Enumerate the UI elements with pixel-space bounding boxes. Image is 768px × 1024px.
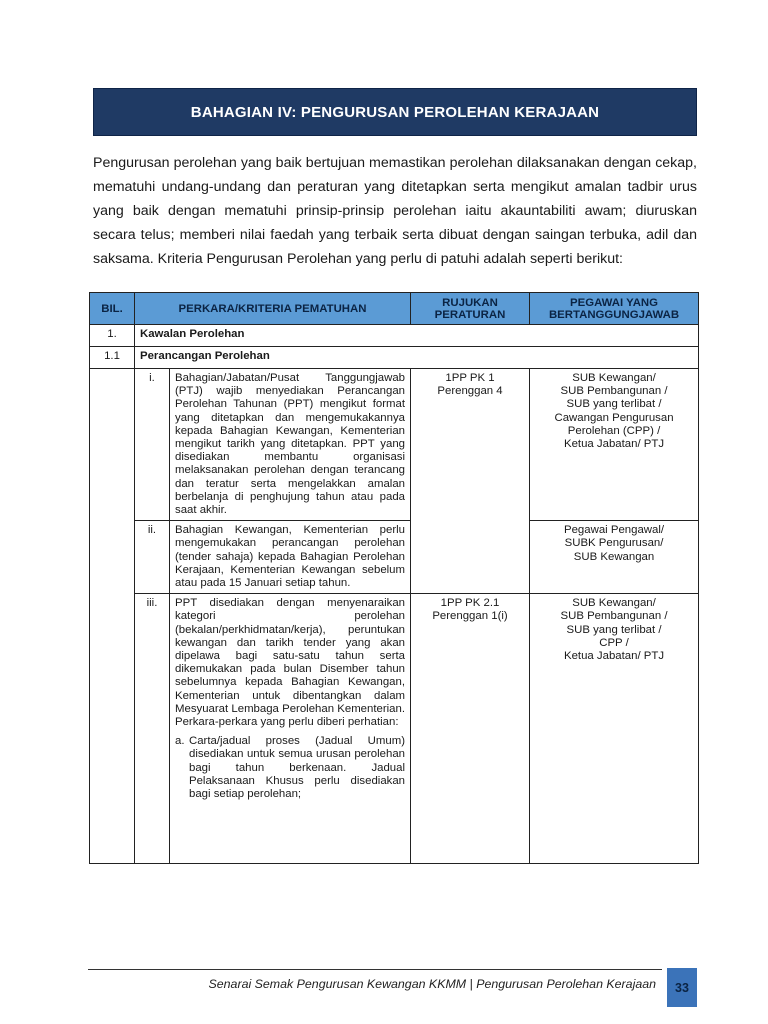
row-index: i. — [135, 369, 170, 521]
row-index: ii. — [135, 521, 170, 594]
reference-line: 1PP PK 2.1 — [440, 597, 500, 610]
reference-line: 1PP PK 1 — [445, 372, 495, 384]
note-text: Carta/jadual proses (Jadual Umum) disediakan untuk semua urusan perolehan bagi tahun berkenaan. Jadual Pelaksanaan Khusus perlu disediakan bagi setiap perolehan; — [189, 735, 406, 801]
table-row — [90, 594, 699, 864]
row-officer — [530, 369, 699, 521]
section-number: 1. — [90, 325, 135, 347]
officer-line: SUB Pembangunan / — [560, 385, 668, 398]
officer-line: SUB Kewangan/ — [572, 372, 656, 384]
officer-line: Pegawai Pengawal/ — [563, 524, 665, 537]
section-title-banner — [93, 88, 697, 136]
row-index: iii. — [135, 594, 170, 864]
row-description: Bahagian Kewangan, Kementerian perlu mengemukakan perancangan perolehan (tender sahaja) kepada Bahagian Perolehan Kerajaan, Kementerian Kewangan sebelum atau pada 15 Januari setiap tahun. — [170, 521, 411, 594]
footer-divider — [88, 969, 662, 970]
reference-line: Perenggan 4 — [437, 385, 503, 398]
table-row — [90, 521, 699, 594]
compliance-table — [89, 292, 699, 864]
row-description: Bahagian/Jabatan/Pusat Tanggungjawab (PTJ) wajib menyediakan Perancangan Perolehan Tahunan (PPT) mengikut format yang ditetapkan dan mengemukakannya kepada Bahagian Kewangan, Kementerian mengikut tarikh yang ditetapkan. PPT yang disediakan membantu organisasi melaksanakan perolehan dengan terancang dan teratur serta mengelakkan amalan berbelanja di penghujung tahun atau pada saat akhir. — [170, 369, 411, 521]
row-description — [170, 594, 411, 864]
table-row — [90, 369, 699, 521]
officer-line: SUB Kewangan — [573, 550, 655, 563]
row-reference — [411, 369, 530, 594]
empty-cell — [90, 369, 135, 864]
subsection-number: 1.1 — [90, 347, 135, 369]
officer-line: SUB yang terlibat / — [566, 623, 662, 636]
page-number: 33 — [667, 968, 697, 1007]
officer-line: Ketua Jabatan/ PTJ — [563, 438, 665, 451]
note-marker: a. — [175, 735, 185, 748]
table-row-section — [90, 325, 699, 347]
header-pegawai: PEGAWAI YANG BERTANGGUNGJAWAB — [530, 293, 699, 325]
officer-line: SUB yang terlibat / — [566, 398, 662, 411]
list-item — [175, 735, 405, 801]
intro-paragraph: Pengurusan perolehan yang baik bertujuan memastikan perolehan dilaksanakan dengan cekap, mematuhi undang-undang dan peraturan yang ditetapkan serta mengikut amalan tadbir urus yang baik dengan mematuhi prinsip-prinsip perolehan iaitu akauntabiliti awam; diuruskan secara telus; memberi nilai faedah yang terbaik serta dibuat dengan saingan terbuka, adil dan saksama. Kriteria Pengurusan Perolehan yang perlu di patuhi adalah seperti berikut: — [93, 155, 697, 267]
reference-line: Perenggan 1(i) — [432, 610, 508, 623]
officer-line: SUB Kewangan/ — [572, 597, 656, 610]
table-row-subsection — [90, 347, 699, 369]
officer-line: Ketua Jabatan/ PTJ — [563, 650, 665, 663]
row-officer — [530, 521, 699, 594]
officer-line: Cawangan Pengurusan Perolehan (CPP) / — [554, 411, 674, 437]
table-header-row — [90, 293, 699, 325]
row-reference — [411, 594, 530, 864]
footer-text: Senarai Semak Pengurusan Kewangan KKMM | Pengurusan Perolehan Kerajaan — [208, 977, 656, 991]
section-label: Kawalan Perolehan — [135, 325, 699, 347]
row-officer — [530, 594, 699, 864]
row-description-text: PPT disediakan dengan menyenaraikan kategori perolehan (bekalan/perkhidmatan/kerja), peruntukan kewangan dan tarikh tender yang akan dipelawa bagi satu-satu tahun serta dikemukakan pada bulan Disember tahun sebelumnya kepada Bahagian Kewangan, Kementerian untuk dibentangkan dalam Mesyuarat Lembaga Perolehan Kementerian. Perkara-perkara yang perlu diberi perhatian: — [175, 597, 406, 729]
note-list — [175, 735, 405, 801]
officer-line: SUBK Pengurusan/ — [564, 537, 664, 550]
section-title: BAHAGIAN IV: PENGURUSAN PEROLEHAN KERAJAAN — [190, 103, 600, 121]
subsection-label: Perancangan Perolehan — [135, 347, 699, 369]
header-bil: BIL. — [90, 293, 135, 325]
header-rujukan: RUJUKAN PERATURAN — [411, 293, 530, 325]
officer-line: CPP / — [599, 636, 629, 649]
officer-line: SUB Pembangunan / — [560, 610, 668, 623]
header-perkara: PERKARA/KRITERIA PEMATUHAN — [135, 293, 411, 325]
